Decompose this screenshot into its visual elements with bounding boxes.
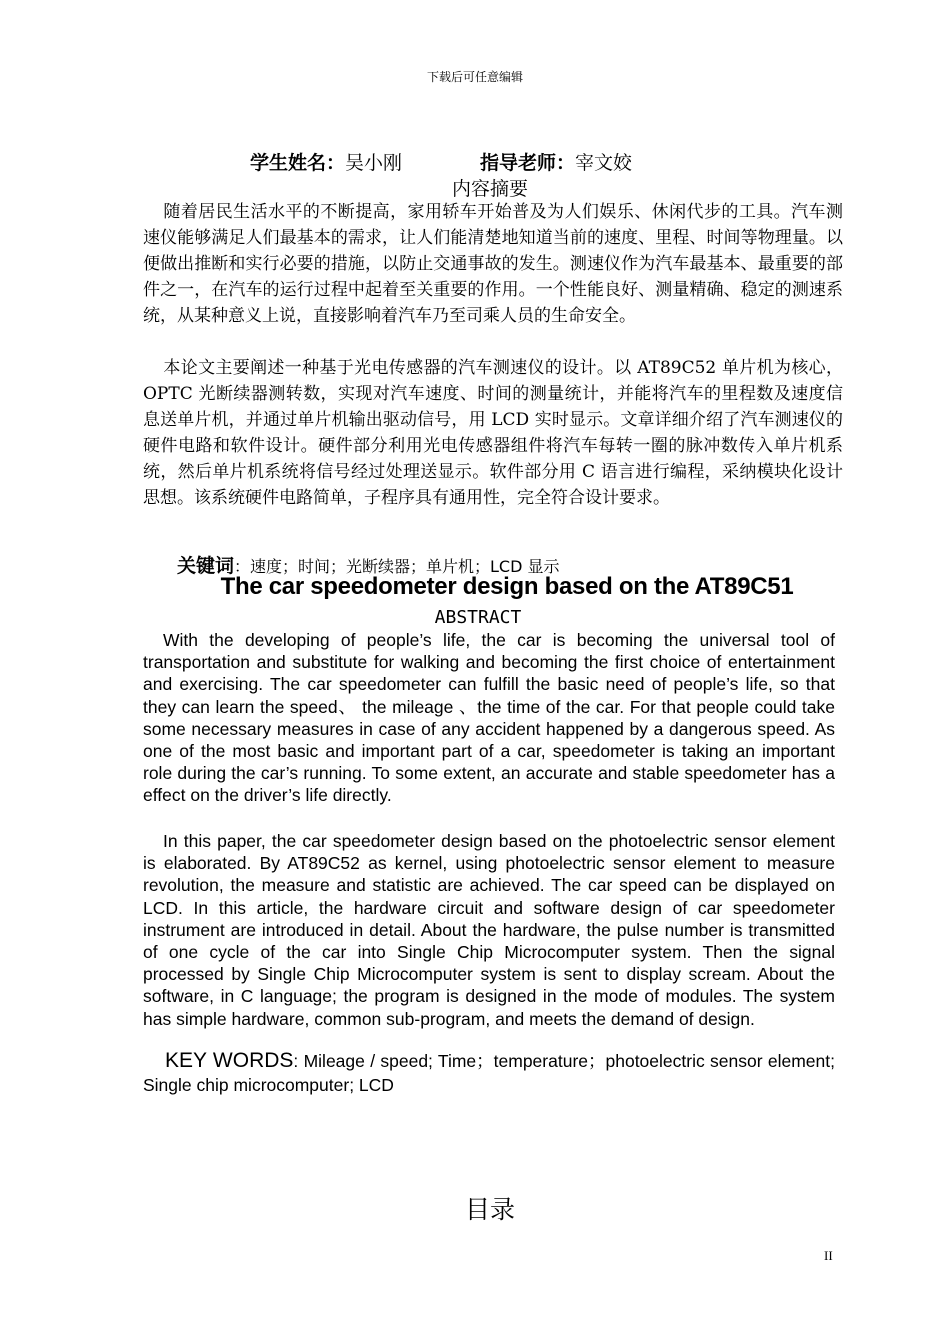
toc-title: 目录 xyxy=(464,1195,515,1224)
header-note: 下载后可任意编辑 xyxy=(426,70,523,84)
student-name: 吴小刚 xyxy=(345,152,403,174)
en-abstract-paragraph-2 xyxy=(143,830,835,1030)
en-keywords-label: KEY WORDS xyxy=(165,1049,294,1072)
cn-abstract-paragraph-2 xyxy=(143,355,843,511)
cn-abstract-title: 内容摘要 xyxy=(451,178,528,200)
student-info-line xyxy=(250,148,770,175)
paragraph-text: 随着居民生活水平的不断提高，家用轿车开始普及为人们娱乐、休闲代步的工具。汽车测速仪能够满足人们最基本的需求，让人们能清楚地知道当前的速度、里程、时间等物理量。以便做出推断和实行必要的措施，以防止交通事故的发生。测速仪作为汽车最基本、最重要的部件之一，在汽车的运行过程中起着至关重要的作用。一个性能良好、测量精确、稳定的测速系统，从某种意义上说，直接影响着汽车乃至司乘人员的生命安全。 xyxy=(143,202,843,326)
en-abstract-label: ABSTRACT xyxy=(434,607,522,628)
en-paper-title: The car speedometer design based on the AT89C51 xyxy=(220,573,794,600)
student-name-label: 学生姓名： xyxy=(250,152,346,174)
cn-keywords-text: ：速度；时间；光断续器；单片机；LCD 显示 xyxy=(234,557,560,576)
advisor-name: 宰文姣 xyxy=(575,152,633,174)
advisor-label: 指导老师： xyxy=(480,152,576,174)
en-keywords xyxy=(143,1049,835,1097)
paragraph-text: With the developing of people’s life, the car is becoming the universal tool of transportation and substitute for walking and becoming the first choice of entertainment and exercising. The car speedometer can fulfill the basic need of people’s life, so that they can learn the speed、 the mileage 、the time of the car. For that people could take some necessary measures in case of any accident happened by a dangerous speed. As one of the most basic and important part of a car, speedometer is taking an important role during the car’s running. To some extent, an accurate and stable speedometer has a effect on the driver’s life directly. xyxy=(143,630,835,806)
page-number: II xyxy=(824,1248,833,1263)
en-keywords-text: : Mileage / speed; Time；temperature；photoelectric sensor element; Single chip microcomputer; LCD xyxy=(143,1051,835,1095)
cn-abstract-paragraph-1 xyxy=(143,199,843,329)
paragraph-text: 本论文主要阐述一种基于光电传感器的汽车测速仪的设计。以 AT89C52 单片机为核心，OPTC 光断续器测转数，实现对汽车速度、时间的测量统计，并能将汽车的里程数及速度信息送单片机，并通过单片机输出驱动信号，用 LCD 实时显示。文章详细介绍了汽车测速仪的硬件电路和软件设计。硬件部分利用光电传感器组件将汽车每转一圈的脉冲数传入单片机系统，然后单片机系统将信号经过处理送显示。软件部分用 C 语言进行编程，采纳模块化设计思想。该系统硬件电路简单，子程序具有通用性，完全符合设计要求。 xyxy=(143,358,843,508)
cn-keywords-label: 关键词 xyxy=(177,555,235,577)
en-abstract-paragraph-1 xyxy=(143,629,835,807)
paragraph-text: In this paper, the car speedometer design based on the photoelectric sensor element is elaborated. By AT89C52 as kernel, using photoelectric sensor element to measure revolution, the measure and statistic are achieved. The car speed can be displayed on LCD. In this article, the hardware circuit and software design of car speedometer instrument are introduced in detail. About the hardware, the pulse number is transmitted of one cycle of the car into Single Chip Microcomputer system. Then the signal processed by Single Chip Microcomputer system is sent to display scream. About the software, in C language; the program is designed in the mode of modules. The system has simple hardware, common sub-program, and meets the demand of design. xyxy=(143,831,835,1029)
